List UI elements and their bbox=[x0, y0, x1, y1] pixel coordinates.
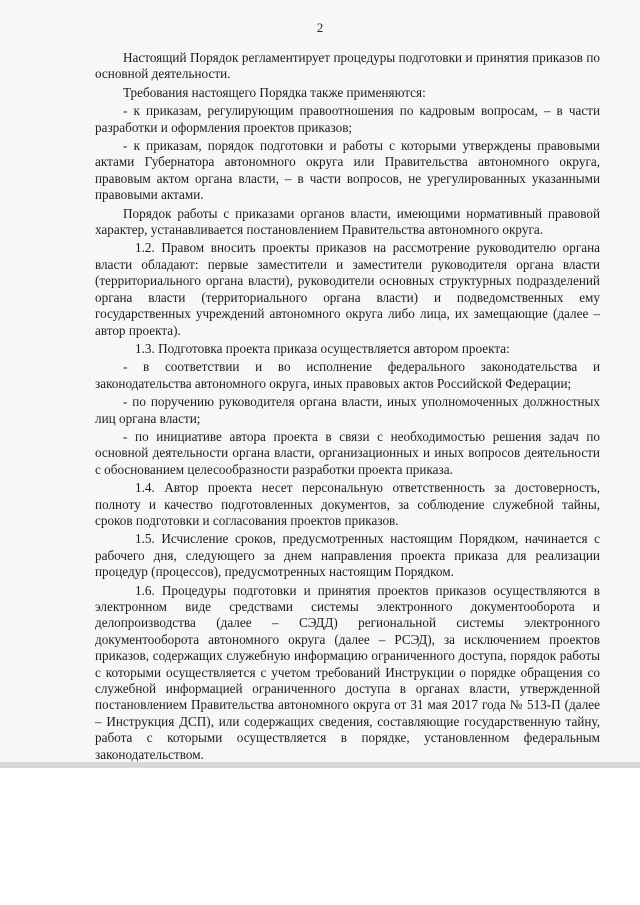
list-item-personnel: - к приказам, регулирующим правоотношения по кадровым вопросам, – в части разработки и оформления проектов приказов; bbox=[95, 103, 600, 135]
paragraph-intro: Настоящий Порядок регламентирует процедуры подготовки и принятия приказов по основной деятельности. bbox=[95, 50, 600, 82]
clause-1-5: 1.5. Исчисление сроков, предусмотренных настоящим Порядком, начинается с рабочего дня, следующего за днем направления проекта приказа для реализации процедур (процессов), предусмотренных настоящим Порядком. bbox=[95, 531, 600, 580]
list-item-instruction: - по поручению руководителя органа власти, иных уполномоченных должностных лиц органа власти; bbox=[95, 394, 600, 426]
clause-1-3: 1.3. Подготовка проекта приказа осуществляется автором проекта: bbox=[135, 340, 510, 356]
page-number: 2 bbox=[316, 20, 324, 35]
list-item-initiative: - по инициативе автора проекта в связи с необходимостью решения задач по основной деятельности органа власти, организационных и иных вопросов деятельности с обоснованием целесообразности разработки проекта приказа. bbox=[95, 428, 600, 477]
document-body bbox=[95, 50, 600, 765]
paragraph-requirements: Требования настоящего Порядка также применяются: bbox=[123, 84, 426, 100]
clause-1-4: 1.4. Автор проекта несет персональную ответственность за достоверность, полноту и качество подготовленных документов, за соблюдение служебной тайны, сроков подготовки и согласования проектов приказов. bbox=[95, 480, 600, 528]
list-item-legislation: - в соответствии и во исполнение федерального законодательства и законодательства автономного округа, иных правовых актов Российской Федерации; bbox=[95, 359, 600, 391]
list-item-governor-acts: - к приказам, порядок подготовки и работы с которыми утверждены правовыми актами Губернатора автономного округа или Правительства автономного округа, правовым актом органа власти, – в части вопросов, не урегулированных указанными правовыми актами. bbox=[95, 138, 600, 203]
clause-1-2: 1.2. Правом вносить проекты приказов на рассмотрение руководителю органа власти обладают: первые заместители и заместители руководителя органа власти (территориального органа власти), руководители основных структурных подразделений органа власти (территориального органа власти) и подведомственных ему государственных учреждений автономного округа либо лица, их замещающие (далее – автор проекта). bbox=[95, 240, 600, 338]
paragraph-normative: Порядок работы с приказами органов власти, имеющими нормативный правовой характер, устанавливается постановлением Правительства автономного округа. bbox=[95, 205, 600, 238]
clause-1-6: 1.6. Процедуры подготовки и принятия проектов приказов осуществляются в электронном виде средствами системы электронного документооборота и делопроизводства (далее – СЭДД) региональной системы электронного документооборота автономного округа (далее – РСЭД), за исключением проектов приказов, содержащих служебную информацию ограниченного доступа, порядок работы с которыми осуществляется с учетом требований Инструкции о порядке обращения со служебной информацией ограниченного доступа в органах власти, утвержденной постановлением Правительства автономного округа от 31 мая 2017 года № 513-П (далее – Инструкция ДСП), или содержащих сведения, составляющие государственную тайну, работа с которыми осуществляется в порядке, установленном федеральным законодательством. bbox=[95, 582, 600, 762]
